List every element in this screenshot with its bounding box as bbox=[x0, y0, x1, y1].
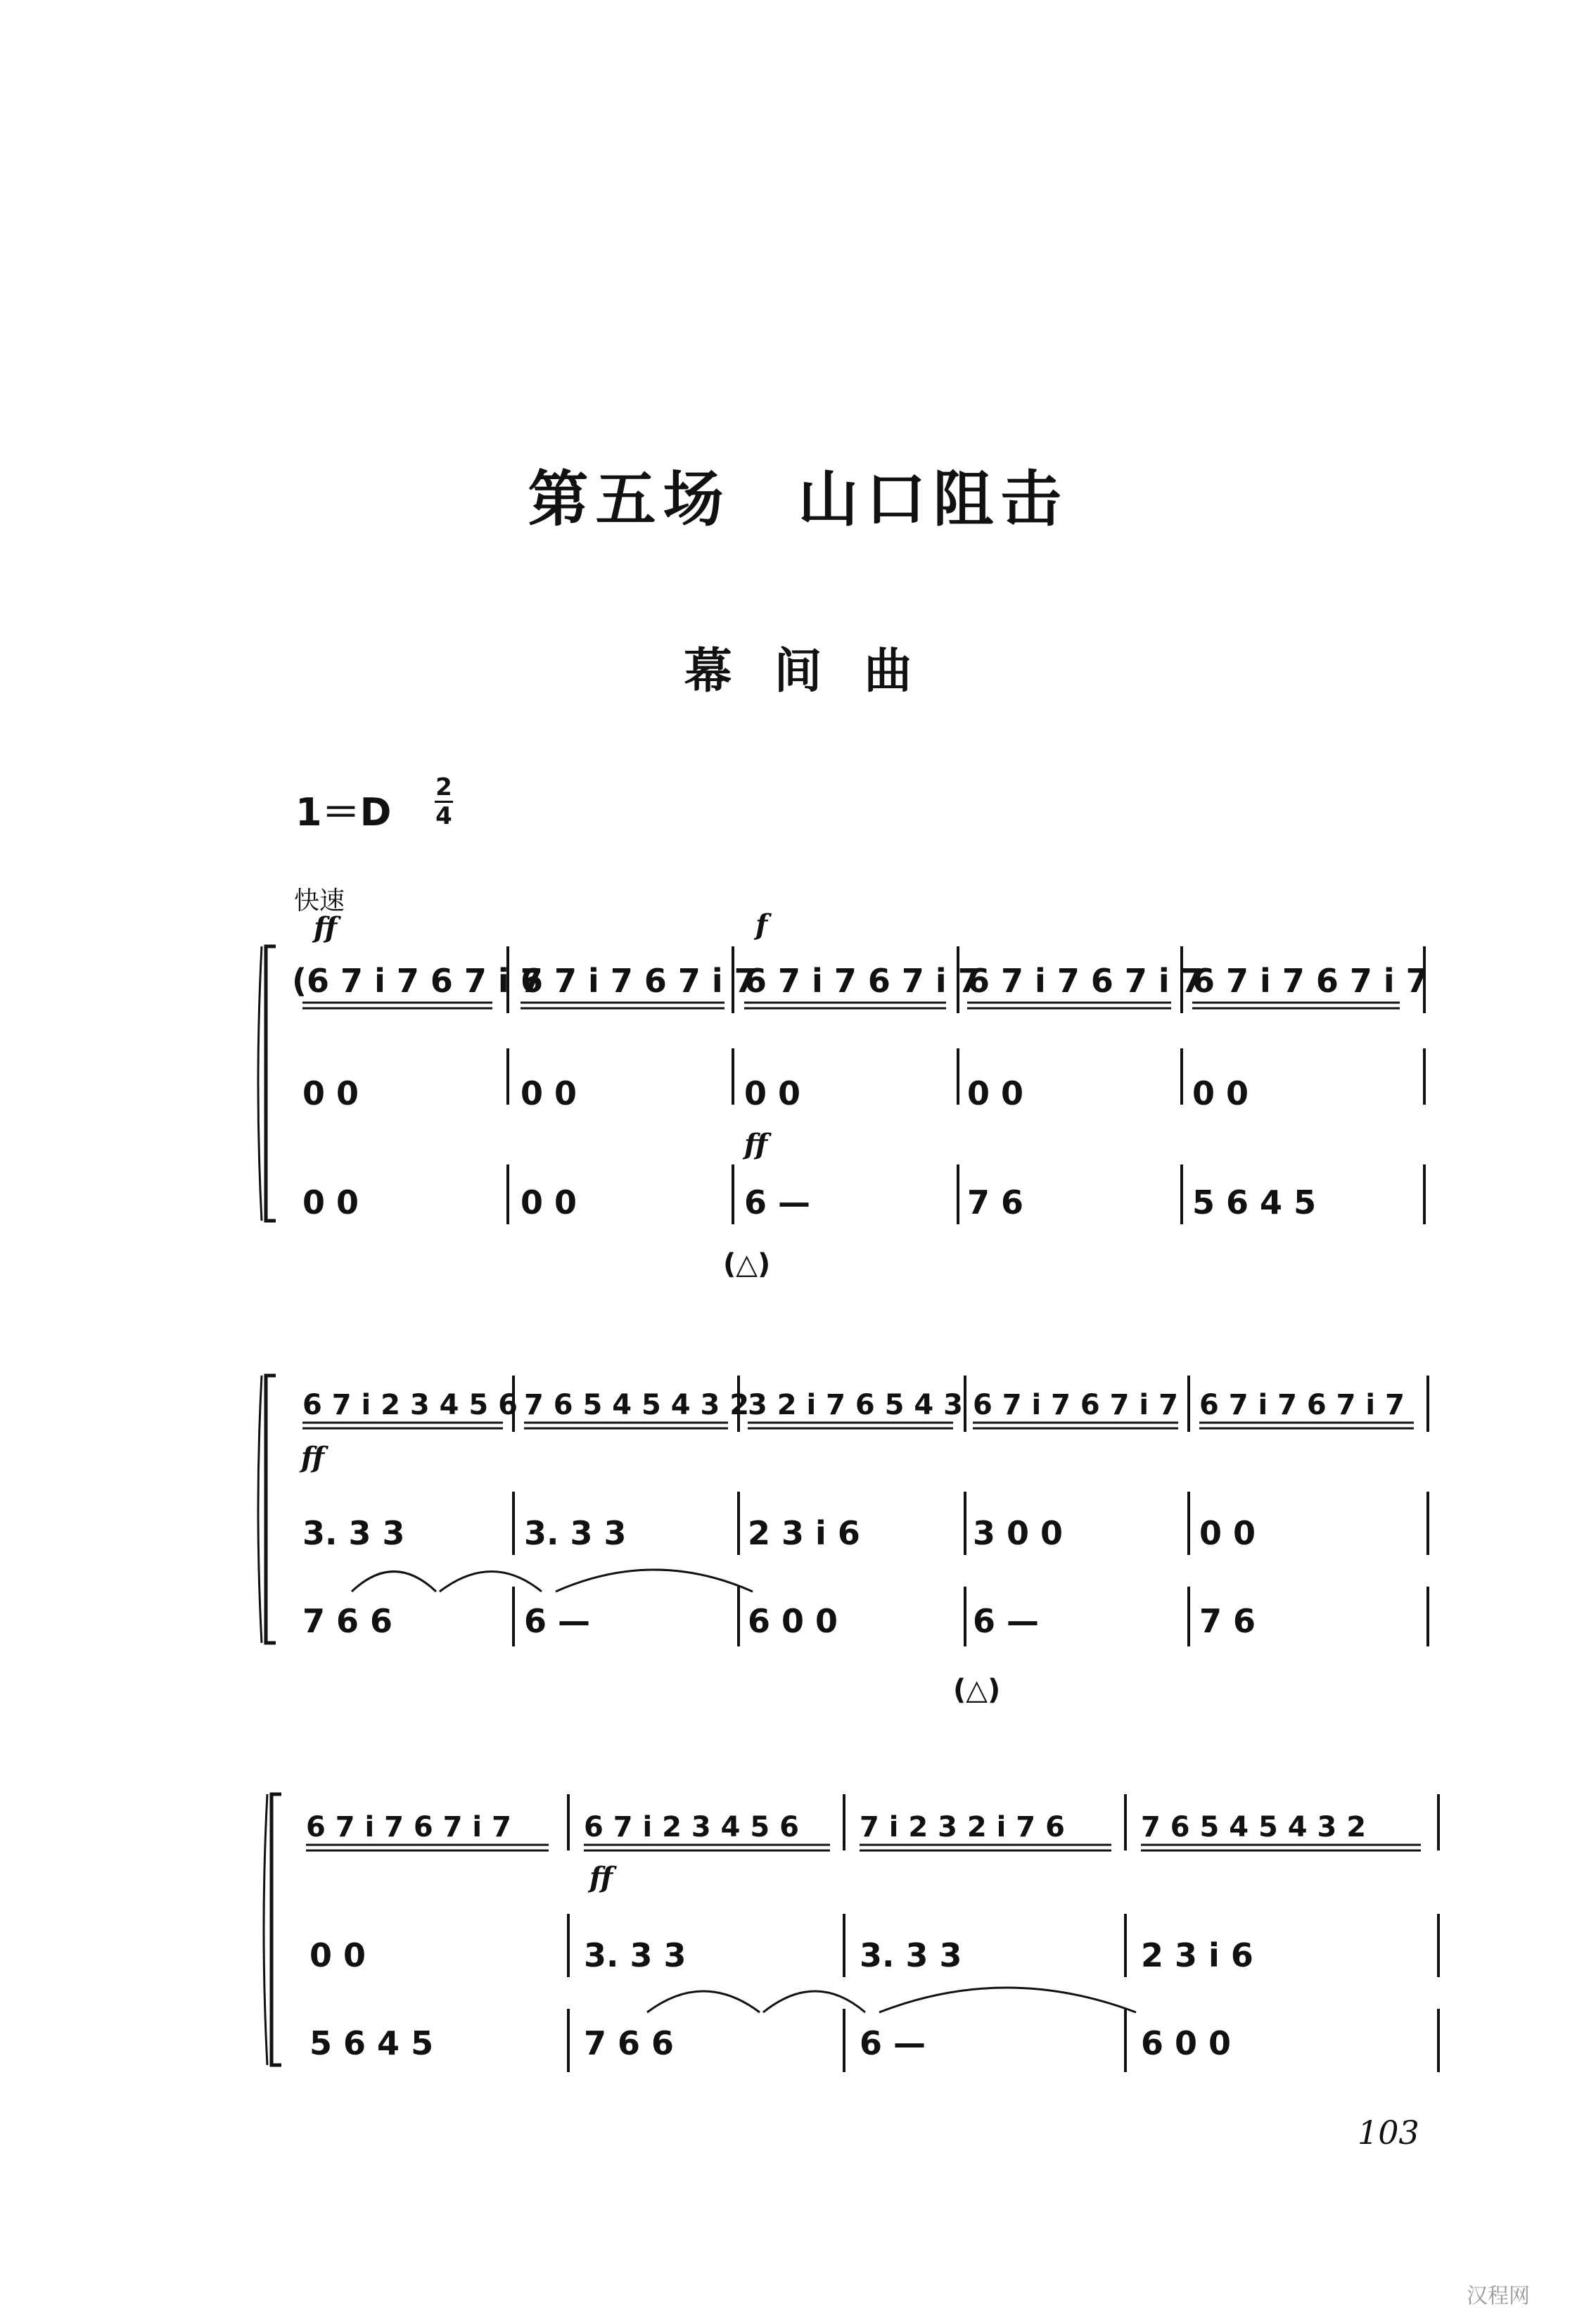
bass-measure: 6 — bbox=[860, 2024, 926, 2062]
system-brace-curve bbox=[258, 1376, 262, 1643]
piece-subtitle: 幕间曲 bbox=[684, 643, 955, 699]
bass-measure: 6 0 0 bbox=[1141, 2024, 1232, 2062]
beam-underlines bbox=[302, 1003, 1400, 1008]
dynamic-ff: ff bbox=[744, 1128, 768, 1161]
middle-measure: 3. 3 3 bbox=[584, 1936, 687, 1974]
middle-measure: 0 0 bbox=[309, 1936, 366, 1974]
melody-measure: 7 6 5 4 5 4 3 2 bbox=[524, 1389, 750, 1421]
melody-measure: 6 7 i 7 6 7 i 7 bbox=[967, 962, 1204, 1000]
time-signature-bottom: 4 bbox=[435, 802, 452, 830]
beam-underlines bbox=[302, 1423, 1414, 1428]
triangle-annotation: (△) bbox=[953, 1674, 1001, 1706]
melody-measure: 6 7 i 2 3 4 5 6 bbox=[584, 1811, 800, 1843]
bass-measure: 0 0 bbox=[521, 1183, 577, 1221]
dynamic-ff: ff bbox=[589, 1861, 613, 1894]
middle-measure: 2 3 i 6 bbox=[1141, 1936, 1253, 1974]
middle-measure: 0 0 bbox=[967, 1074, 1024, 1112]
scene-title: 第五场 山口阻击 bbox=[528, 464, 1068, 535]
melody-measure: 6 7 i 7 6 7 i 7 bbox=[1192, 962, 1429, 1000]
system-brace bbox=[272, 1794, 281, 2065]
melody-measure: 3 2 i 7 6 5 4 3 bbox=[748, 1389, 964, 1421]
bass-measure: 7 6 6 bbox=[584, 2024, 675, 2062]
dynamic-ff: ff bbox=[301, 1441, 325, 1474]
middle-measure: 3. 3 3 bbox=[860, 1936, 962, 1974]
tie-arc bbox=[440, 1572, 542, 1592]
middle-measure: 0 0 bbox=[744, 1074, 801, 1112]
bass-measure: 7 6 bbox=[1199, 1602, 1256, 1640]
tie-arc bbox=[556, 1570, 753, 1592]
page-number: 103 bbox=[1358, 2114, 1419, 2152]
system-brace bbox=[266, 1376, 276, 1643]
tie-arc bbox=[647, 1991, 760, 2012]
system-brace-curve bbox=[264, 1794, 267, 2065]
melody-measure: 7 6 5 4 5 4 3 2 bbox=[1141, 1811, 1367, 1843]
dynamic-ff: ff bbox=[314, 911, 338, 944]
system-1 bbox=[258, 908, 1429, 1281]
time-signature-top: 2 bbox=[435, 773, 452, 801]
system-2 bbox=[258, 1376, 1428, 1706]
tie-arc bbox=[352, 1572, 436, 1592]
melody-measure: 6 7 i 2 3 4 5 6 bbox=[302, 1389, 518, 1421]
tie-arc bbox=[879, 1988, 1136, 2012]
middle-measure: 0 0 bbox=[302, 1074, 359, 1112]
bass-measure: 6 — bbox=[524, 1602, 591, 1640]
system-brace-curve bbox=[258, 946, 262, 1221]
bass-measure: 5 6 4 5 bbox=[309, 2024, 434, 2062]
tempo-marking: 快速 bbox=[294, 887, 345, 915]
melody-measure: 6 7 i 7 6 7 i 7 bbox=[306, 1811, 511, 1843]
melody-measure: 6 7 i 7 6 7 i 7 bbox=[744, 962, 981, 1000]
melody-measure: 6 7 i 7 6 7 i 7 bbox=[1199, 1389, 1405, 1421]
melody-measure: 6 7 i 7 6 7 i 7 bbox=[521, 962, 757, 1000]
bass-measure: 6 0 0 bbox=[748, 1602, 838, 1640]
melody-measure: (6 7 i 7 6 7 i 7 bbox=[292, 962, 543, 1000]
middle-measure: 0 0 bbox=[1192, 1074, 1249, 1112]
bass-measure: 5 6 4 5 bbox=[1192, 1183, 1317, 1221]
bass-measure: 7 6 bbox=[967, 1183, 1024, 1221]
bass-measure: 0 0 bbox=[302, 1183, 359, 1221]
tie-arc bbox=[763, 1991, 865, 2012]
dynamic-f: f bbox=[755, 908, 768, 941]
middle-measure: 2 3 i 6 bbox=[748, 1514, 860, 1552]
melody-measure: 6 7 i 7 6 7 i 7 bbox=[973, 1389, 1178, 1421]
melody-measure: 7 i 2 3 2 i 7 6 bbox=[860, 1811, 1065, 1843]
middle-measure: 3. 3 3 bbox=[524, 1514, 627, 1552]
system-brace bbox=[266, 946, 276, 1221]
beam-underlines bbox=[306, 1845, 1421, 1850]
bass-measure: 7 6 6 bbox=[302, 1602, 393, 1640]
middle-measure: 0 0 bbox=[1199, 1514, 1256, 1552]
middle-measure: 3. 3 3 bbox=[302, 1514, 405, 1552]
watermark-logo: 汉程网 bbox=[1467, 2284, 1530, 2309]
system-3 bbox=[264, 1794, 1438, 2072]
bass-measure: 6 — bbox=[744, 1183, 811, 1221]
middle-measure: 3 0 0 bbox=[973, 1514, 1064, 1552]
key-signature: 1＝D bbox=[295, 790, 392, 834]
triangle-annotation: (△) bbox=[723, 1248, 771, 1281]
bass-measure: 6 — bbox=[973, 1602, 1040, 1640]
middle-measure: 0 0 bbox=[521, 1074, 577, 1112]
